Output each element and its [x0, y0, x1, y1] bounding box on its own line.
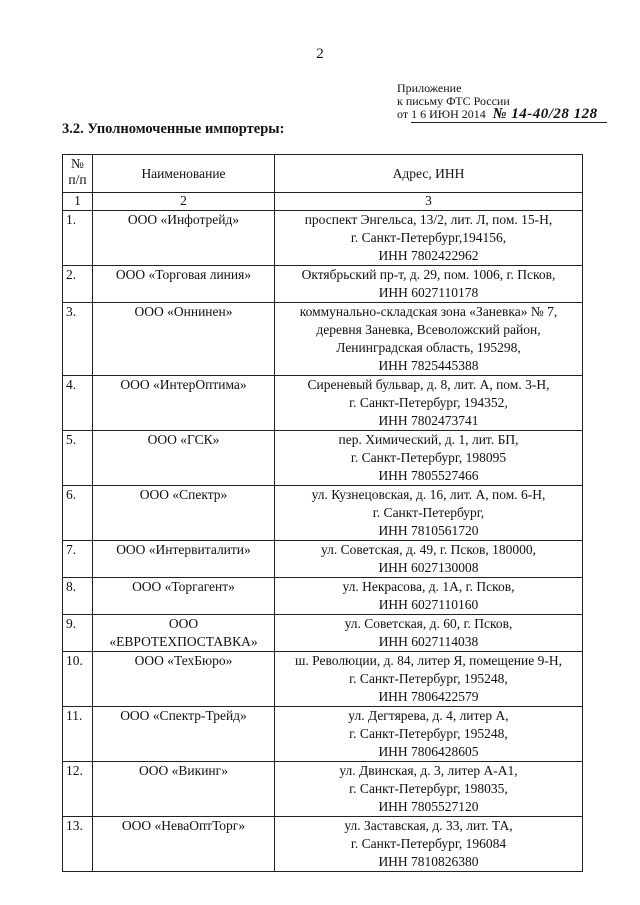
address-line: ИНН 6027110178 [378, 285, 479, 300]
row-number: 11. [63, 707, 93, 762]
row-number: 9. [63, 615, 93, 652]
address-line: ИНН 7802473741 [378, 413, 479, 428]
address-line: Ленинградская область, 195298, [336, 340, 521, 355]
address-line: ул. Дегтярева, д. 4, литер А, [348, 708, 509, 723]
importer-name: ООО «Инфотрейд» [93, 211, 275, 266]
section-title: 3.2. Уполномоченные импортеры: [62, 121, 285, 137]
address-line: ул. Советская, д. 60, г. Псков, [344, 616, 513, 631]
address-line: ул. Заставская, д. 33, лит. ТА, [344, 818, 513, 833]
row-number: 13. [63, 817, 93, 872]
address-line: ИНН 7810826380 [378, 854, 479, 869]
address-line: ИНН 7825445388 [378, 358, 479, 373]
importer-address [275, 817, 583, 872]
importers-table [62, 154, 583, 872]
address-line: г. Санкт-Петербург, 198035, [349, 781, 508, 796]
table-row [63, 376, 583, 431]
importer-address [275, 376, 583, 431]
annex-underline [411, 122, 607, 123]
table-row [63, 211, 583, 266]
importer-name: ООО «ГСК» [93, 431, 275, 486]
address-line: г. Санкт-Петербург, 198095 [350, 450, 507, 465]
annex-handwritten-number: № 14-40/28 128 [492, 106, 598, 122]
annex-date-line [397, 108, 598, 121]
header-address: Адрес, ИНН [275, 155, 583, 193]
column-number: 3 [275, 193, 583, 211]
annex-letter-ref: к письму ФТС России [397, 94, 510, 108]
table-row [63, 486, 583, 541]
address-line: ИНН 7806422579 [378, 689, 479, 704]
address-line: коммунально-складская зона «Заневка» № 7, [299, 304, 558, 319]
row-number: 4. [63, 376, 93, 431]
address-line: г. Санкт-Петербург, 196084 [350, 836, 507, 851]
importer-address [275, 615, 583, 652]
address-line: проспект Энгельса, 13/2, лит. Л, пом. 15-Н, [304, 212, 553, 227]
importer-name: ООО «ИнтерОптима» [93, 376, 275, 431]
importer-name: ООО «Оннинен» [93, 303, 275, 376]
column-number: 2 [93, 193, 275, 211]
address-line: г. Санкт-Петербург, 195248, [349, 671, 508, 686]
table-row [63, 707, 583, 762]
column-number: 1 [63, 193, 93, 211]
table-row [63, 652, 583, 707]
table-row [63, 541, 583, 578]
address-line: пер. Химический, д. 1, лит. БП, [338, 432, 519, 447]
address-line: Октябрьский пр-т, д. 29, пом. 1006, г. Псков, [301, 267, 556, 282]
row-number: 7. [63, 541, 93, 578]
importer-address [275, 578, 583, 615]
importer-name: ООО «Торгагент» [93, 578, 275, 615]
address-line: ш. Революции, д. 84, литер Я, помещение 9-Н, [295, 653, 562, 668]
address-line: г. Санкт-Петербург, 194352, [349, 395, 508, 410]
table-row [63, 762, 583, 817]
importer-address [275, 762, 583, 817]
address-line: ул. Кузнецовская, д. 16, лит. А, пом. 6-Н, [311, 487, 546, 502]
importer-address [275, 303, 583, 376]
importer-name: ООО «Викинг» [93, 762, 275, 817]
importer-address [275, 266, 583, 303]
row-number: 12. [63, 762, 93, 817]
page-number: 2 [316, 46, 324, 62]
importer-name: ООО «ЕВРОТЕХПОСТАВКА» [93, 615, 275, 652]
address-line: ИНН 7805527466 [378, 468, 479, 483]
row-number: 2. [63, 266, 93, 303]
address-line: ул. Советская, д. 49, г. Псков, 180000, [320, 542, 537, 557]
importer-address [275, 541, 583, 578]
address-line: ИНН 6027114038 [378, 634, 479, 649]
table-row [63, 266, 583, 303]
column-number-row [63, 193, 583, 211]
row-number: 5. [63, 431, 93, 486]
address-line: Сиреневый бульвар, д. 8, лит. А, пом. 3-Н, [307, 377, 550, 392]
row-number: 10. [63, 652, 93, 707]
annex-date-stamp: 1 6 ИЮН 2014 [411, 107, 486, 121]
address-line: ул. Двинская, д. 3, литер А-А1, [339, 763, 518, 778]
importer-address [275, 486, 583, 541]
importer-name: ООО «НеваОптТорг» [93, 817, 275, 872]
address-line: ИНН 7802422962 [378, 248, 479, 263]
importer-name: ООО «ТехБюро» [93, 652, 275, 707]
address-line: ИНН 6027130008 [378, 560, 479, 575]
importer-address [275, 211, 583, 266]
address-line: ИНН 7805527120 [378, 799, 479, 814]
row-number: 1. [63, 211, 93, 266]
address-line: г. Санкт-Петербург, 195248, [349, 726, 508, 741]
annex-title: Приложение [397, 81, 462, 95]
row-number: 3. [63, 303, 93, 376]
row-number: 6. [63, 486, 93, 541]
address-line: ИНН 7810561720 [378, 523, 479, 538]
importer-name: ООО «Интервиталити» [93, 541, 275, 578]
table-header-row [63, 155, 583, 193]
address-line: г. Санкт-Петербург,194156, [350, 230, 507, 245]
table-row [63, 578, 583, 615]
header-name: Наименование [93, 155, 275, 193]
table-row [63, 303, 583, 376]
importer-address [275, 652, 583, 707]
annex-block [397, 82, 598, 121]
annex-date-prefix: от [397, 107, 409, 121]
importer-name: ООО «Спектр» [93, 486, 275, 541]
importer-name: ООО «Торговая линия» [93, 266, 275, 303]
importer-address [275, 431, 583, 486]
table-row [63, 431, 583, 486]
importer-name: ООО «Спектр-Трейд» [93, 707, 275, 762]
address-line: деревня Заневка, Всеволожский район, [316, 322, 541, 337]
address-line: г. Санкт-Петербург, [372, 505, 485, 520]
table-row [63, 817, 583, 872]
row-number: 8. [63, 578, 93, 615]
address-line: ИНН 6027110160 [378, 597, 479, 612]
address-line: ул. Некрасова, д. 1А, г. Псков, [342, 579, 515, 594]
importer-address [275, 707, 583, 762]
table-row [63, 615, 583, 652]
address-line: ИНН 7806428605 [378, 744, 479, 759]
header-num: № п/п [63, 155, 93, 193]
